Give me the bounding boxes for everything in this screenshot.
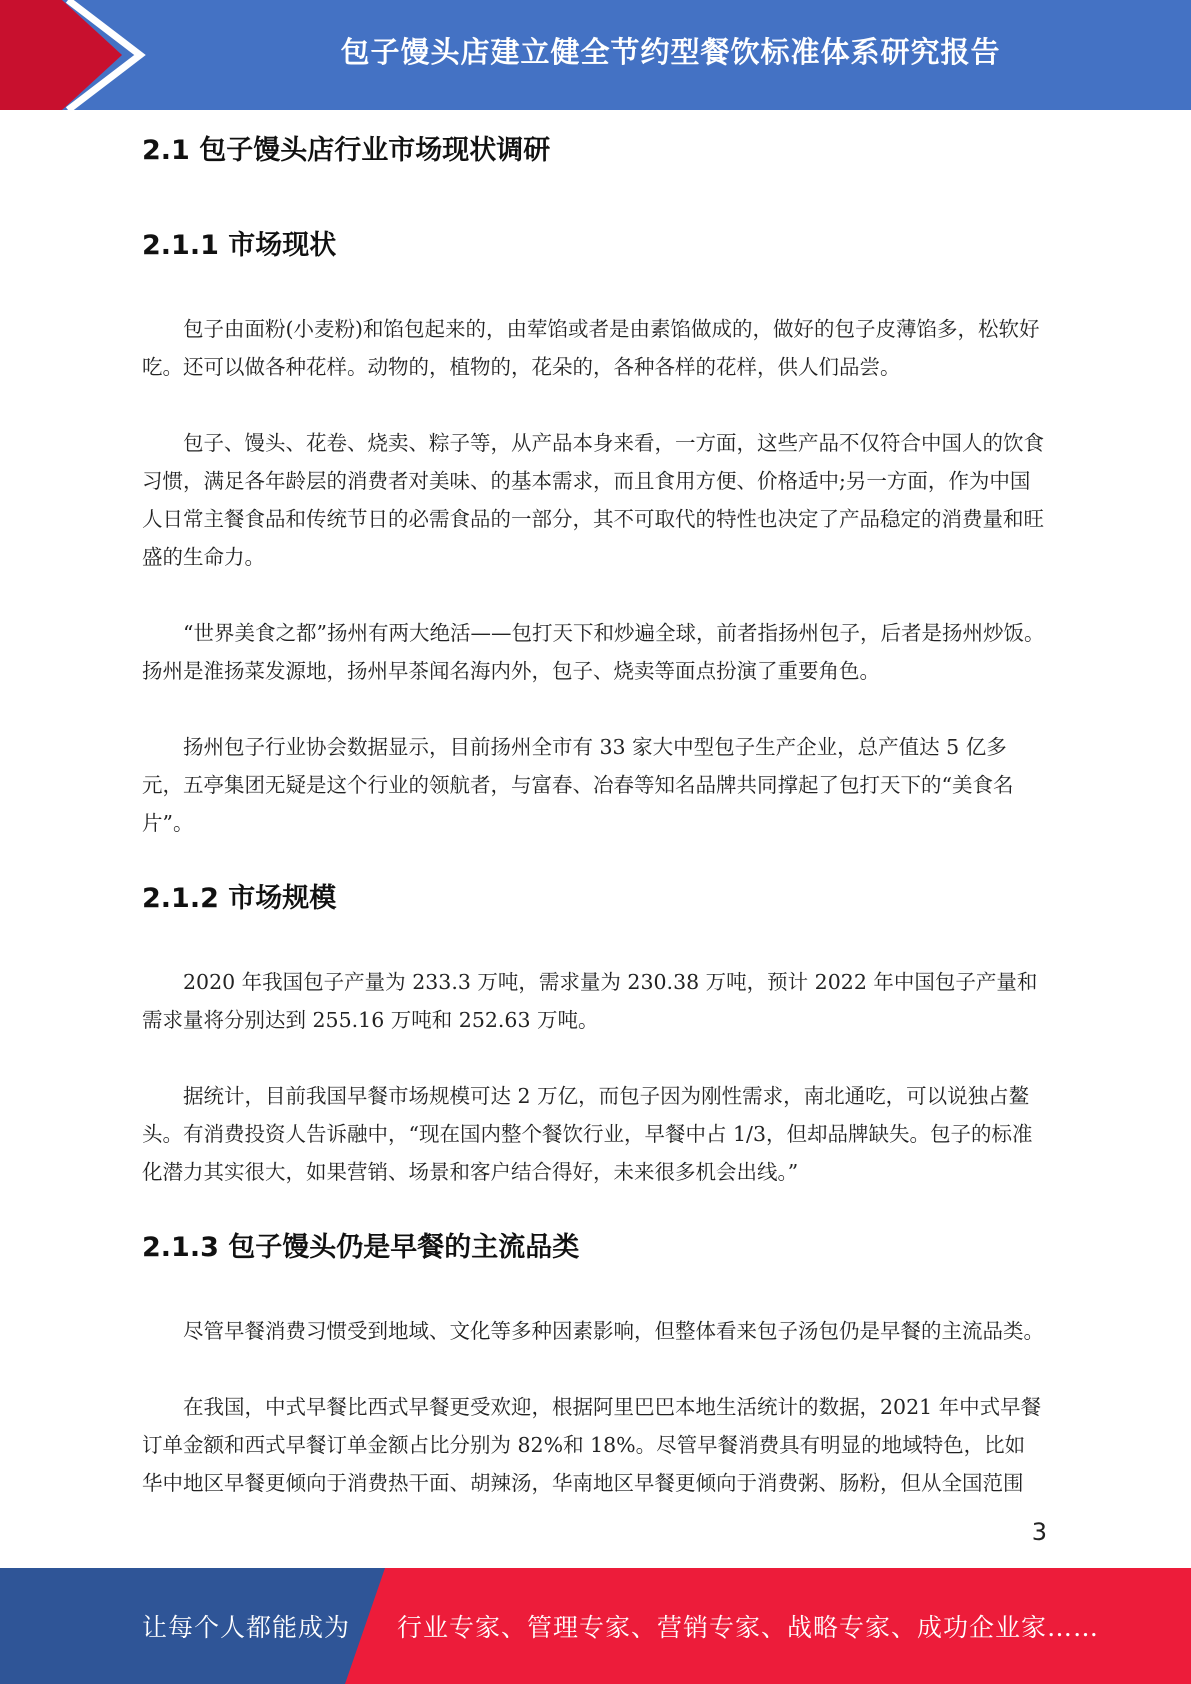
header-arrow-decoration [0, 0, 150, 110]
section-heading-2-1-3: 2.1.3 包子馒头仍是早餐的主流品类 [142, 1232, 580, 1263]
paragraph-4: 扬州包子行业协会数据显示，目前扬州全市有 33 家大中型包子生产企业，总产值达 5 亿多元，五亭集团无疑是这个行业的领航者，与富春、冶春等知名品牌共同撑起了包打天下的“美食名片”。 [142, 735, 1014, 835]
paragraph-8: 在我国，中式早餐比西式早餐更受欢迎，根据阿里巴巴本地生活统计的数据，2021 年中式早餐订单金额和西式早餐订单金额占比分别为 82%和 18%。尽管早餐消费具有明显的地域特色，比如华中地区早餐更倾向于消费热干面、胡辣汤，华南地区早餐更倾向于消费粥、肠粉，但从全国范围 [142, 1395, 1042, 1495]
section-heading-2-1-1: 2.1.1 市场现状 [142, 230, 337, 261]
section-heading-2-1: 2.1 包子馒头店行业市场现状调研 [142, 135, 551, 166]
footer-slogan-left: 让每个人都能成为 [142, 1613, 351, 1642]
paragraph-6: 据统计，目前我国早餐市场规模可达 2 万亿，而包子因为刚性需求，南北通吃，可以说独占鳌头。有消费投资人告诉融中，“现在国内整个餐饮行业，早餐中占 1/3，但却品牌缺失。包子的标准化潜力其实很大，如果营销、场景和客户结合得好，未来很多机会出线。” [142, 1084, 1033, 1184]
document-body [142, 128, 1045, 1502]
footer-banner [0, 1568, 1191, 1684]
section-heading-2-1-2: 2.1.2 市场规模 [142, 883, 337, 914]
paragraph-1: 包子由面粉(小麦粉)和馅包起来的，由荤馅或者是由素馅做成的，做好的包子皮薄馅多，松软好吃。还可以做各种花样。动物的，植物的，花朵的，各种各样的花样，供人们品尝。 [142, 317, 1040, 379]
report-title: 包子馒头店建立健全节约型餐饮标准体系研究报告 [340, 34, 1001, 69]
paragraph-3: “世界美食之都”扬州有两大绝活——包打天下和炒遍全球，前者指扬州包子，后者是扬州炒饭。扬州是淮扬菜发源地，扬州早茶闻名海内外，包子、烧卖等面点扮演了重要角色。 [142, 621, 1045, 683]
footer-slogan-right: 行业专家、管理专家、营销专家、战略专家、成功企业家…… [397, 1613, 1100, 1642]
paragraph-2: 包子、馒头、花卷、烧卖、粽子等，从产品本身来看，一方面，这些产品不仅符合中国人的饮食习惯，满足各年龄层的消费者对美味、的基本需求，而且食用方便、价格适中;另一方面，作为中国人日常主餐食品和传统节日的必需食品的一部分，其不可取代的特性也决定了产品稳定的消费量和旺盛的生命力。 [142, 431, 1044, 569]
paragraph-5: 2020 年我国包子产量为 233.3 万吨，需求量为 230.38 万吨，预计 2022 年中国包子产量和需求量将分别达到 255.16 万吨和 252.63 万吨。 [142, 970, 1038, 1032]
header-banner [0, 0, 1191, 110]
paragraph-7: 尽管早餐消费习惯受到地域、文化等多种因素影响，但整体看来包子汤包仍是早餐的主流品类。 [183, 1319, 1044, 1343]
page-number: 3 [1031, 1518, 1047, 1546]
